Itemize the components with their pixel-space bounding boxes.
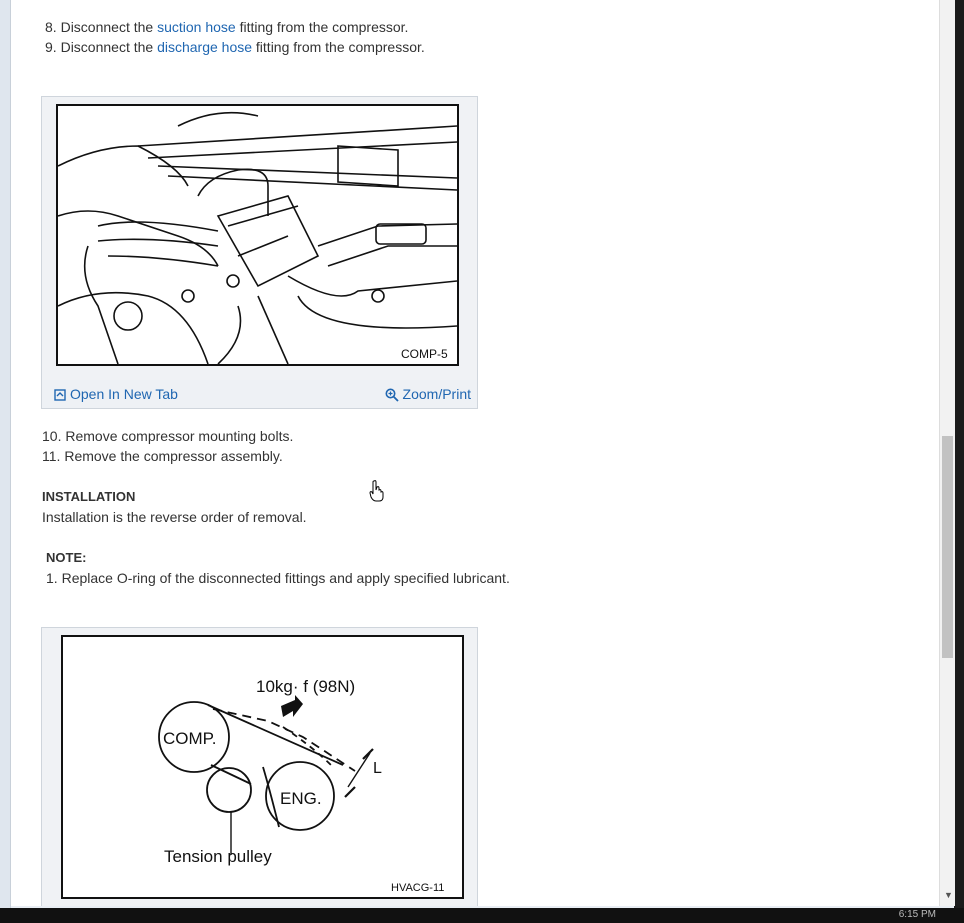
step-text: Disconnect the	[60, 39, 158, 55]
content-page	[11, 0, 939, 906]
step-10	[42, 427, 293, 445]
tension-pulley-label: Tension pulley	[164, 847, 272, 866]
step-9	[45, 38, 425, 56]
installation-heading: INSTALLATION	[42, 489, 136, 504]
figure-toolbar	[42, 380, 477, 408]
scroll-down-icon[interactable]: ▼	[944, 890, 953, 900]
figure-code: COMP-5	[401, 347, 448, 361]
note-text: Replace O-ring of the disconnected fittings and apply specified lubricant.	[61, 570, 510, 586]
step-text: fitting from the compressor.	[252, 39, 425, 55]
step-text: fitting from the compressor.	[235, 19, 409, 35]
step-11	[42, 447, 283, 465]
belt-tension-diagram[interactable]	[61, 635, 464, 899]
compressor-drawing	[58, 106, 457, 364]
force-label: 10kg· f (98N)	[256, 677, 356, 696]
step-number: 8.	[45, 19, 57, 35]
length-label: L	[373, 760, 382, 777]
figure-compressor	[41, 96, 478, 409]
new-tab-icon	[54, 389, 66, 401]
note-heading: NOTE:	[46, 550, 87, 565]
taskbar-clock: 6:15 PM	[898, 909, 936, 920]
window-frame-left	[0, 0, 11, 908]
zoom-print-label: Zoom/Print	[402, 386, 471, 402]
step-number: 11.	[42, 448, 61, 464]
compressor-illustration[interactable]	[56, 104, 459, 366]
figure-belt-tension	[41, 627, 478, 906]
step-number: 9.	[45, 39, 57, 55]
open-in-new-tab-button[interactable]	[54, 386, 178, 402]
step-8	[45, 18, 408, 36]
suction-hose-link[interactable]: suction hose	[157, 19, 236, 35]
step-number: 10.	[42, 428, 62, 444]
discharge-hose-link[interactable]: discharge hose	[157, 39, 253, 55]
step-text: Remove the compressor assembly.	[64, 448, 283, 464]
scrollbar-thumb[interactable]	[942, 436, 953, 658]
step-text: Remove compressor mounting bolts.	[65, 428, 294, 444]
taskbar	[0, 908, 964, 923]
zoom-icon	[385, 388, 399, 402]
hand-cursor-icon	[369, 480, 385, 507]
tension-pulley	[207, 768, 251, 812]
zoom-print-button[interactable]	[385, 386, 471, 402]
figure-code: HVACG-11	[391, 882, 445, 894]
installation-text: Installation is the reverse order of removal.	[42, 509, 307, 525]
eng-label: ENG.	[280, 789, 322, 808]
comp-label: COMP.	[163, 729, 217, 748]
step-text: Disconnect the	[60, 19, 158, 35]
open-in-new-tab-label: Open In New Tab	[70, 386, 178, 402]
belt-drawing	[63, 637, 462, 897]
note-item-1	[46, 569, 510, 587]
force-arrow-icon	[281, 695, 303, 717]
note-number: 1.	[46, 570, 58, 586]
vertical-scrollbar[interactable]	[939, 0, 955, 906]
